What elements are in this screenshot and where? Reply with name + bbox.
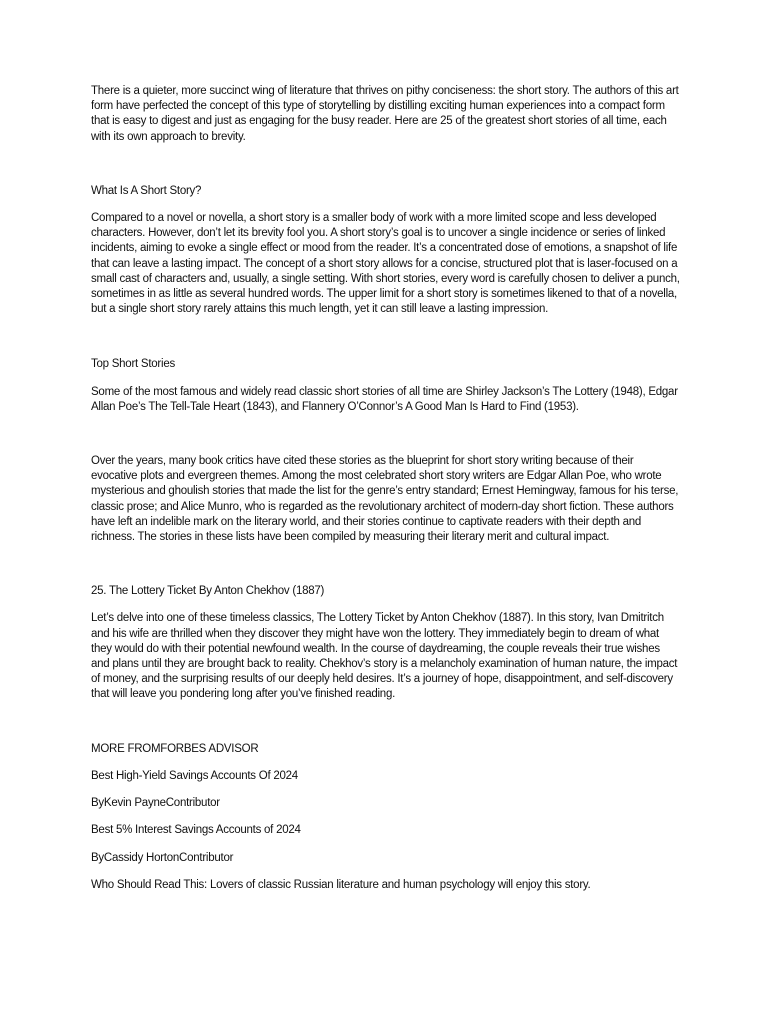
more-item-byline-1: ByKevin PayneContributor xyxy=(91,797,220,810)
section-paragraph-lottery-ticket: Let’s delve into one of these timeless classics, The Lottery Ticket by Anton Chekhov (1887). In this story, Ivan Dmitritch and his wife are thrilled when they discover they might have won the lottery. They immediately begin to dream of what they would do with their potential newfound wealth. In the course of daydreaming, the couple reveals their true wishes and plans until they are brought back to reality. Chekhov’s story is a melancholy examination of human nature, the impact of money, and the surprising results of our deeply held desires. It’s a journey of hope, disappointment, and self-discovery that will leave you pondering long after you’ve finished reading. xyxy=(91,612,678,701)
section-paragraph-top-short-stories: Some of the most famous and widely read classic short stories of all time are Shirley Jackson’s The Lottery (1948), Edgar Allan Poe’s The Tell-Tale Heart (1843), and Flannery O’Connor’s A Good Man Is Hard to Find (1953). xyxy=(91,385,678,413)
who-should-read: Who Should Read This: Lovers of classic Russian literature and human psychology will enjoy this story. xyxy=(91,878,591,891)
section-heading-what-is-short-story: What Is A Short Story? xyxy=(91,184,202,197)
section-paragraph-critics: Over the years, many book critics have cited these stories as the blueprint for short story writing because of their evocative plots and evergreen themes. Among the most celebrated short story writers are Edgar Allan Poe, who wrote mysterious and ghoulish stories that made the list for the genre’s entry standard; Ernest Hemingway, famous for his terse, classic prose; and Alice Munro, who is regarded as the revolutionary architect of modern-day short fiction. These authors have left an indelible mark on the literary world, and their stories continue to captivate readers with their depth and richness. The stories in these lists have been compiled by measuring their literary merit and cultural impact. xyxy=(91,455,679,544)
section-paragraph-what-is-short-story: Compared to a novel or novella, a short story is a smaller body of work with a more limited scope and less developed characters. However, don’t let its brevity fool you. A short story’s goal is to uncover a single incidence or series of linked incidents, aiming to evoke a single effect or mood from the reader. It’s a concentrated dose of emotions, a snapshot of life that can leave a lasting impact. The concept of a short story allows for a concise, structured plot that is laser-focused on a small cast of characters and, usually, a single setting. With short stories, every word is carefully chosen to deliver a punch, sometimes in as little as several hundred words. The upper limit for a short story is sometimes likened to that of a novella, but a single short story rarely attains this much length, yet it can still leave a lasting impression. xyxy=(91,212,680,316)
more-item-title-1[interactable]: Best High-Yield Savings Accounts Of 2024 xyxy=(91,769,298,782)
intro-paragraph: There is a quieter, more succinct wing of literature that thrives on pithy conciseness: the short story. The authors of this art form have perfected the concept of this type of storytelling by distilling exciting human experiences into a compact form that is easy to digest and just as engaging for the busy reader. Here are 25 of the greatest short stories of all time, each with its own approach to brevity. xyxy=(91,85,679,143)
more-item-title-2[interactable]: Best 5% Interest Savings Accounts of 2024 xyxy=(91,824,301,837)
section-heading-lottery-ticket: 25. The Lottery Ticket By Anton Chekhov (1887) xyxy=(91,585,325,598)
more-from-heading: MORE FROMFORBES ADVISOR xyxy=(91,742,259,755)
more-item-byline-2: ByCassidy HortonContributor xyxy=(91,851,234,864)
section-heading-top-short-stories: Top Short Stories xyxy=(91,358,175,371)
article-page xyxy=(91,84,681,893)
